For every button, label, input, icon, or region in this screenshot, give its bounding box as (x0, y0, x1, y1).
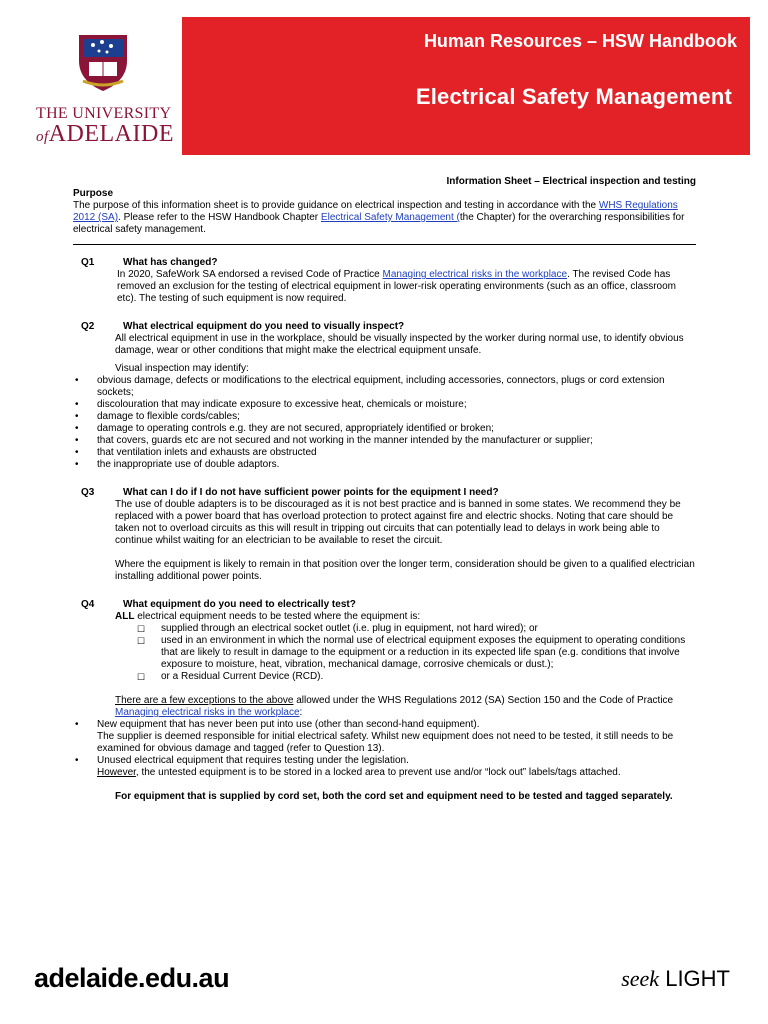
footer-website-url[interactable]: adelaide.edu.au (34, 963, 230, 993)
page-title: Electrical Safety Management (415, 84, 732, 109)
question-4: Q4 What equipment do you need to electrically test? (81, 599, 356, 610)
question-2-intro: Visual inspection may identify: (115, 363, 249, 374)
code-of-practice-link-2[interactable]: Managing electrical risks in the workplace (115, 707, 300, 718)
list-item: ☐ or a Residual Current Device (RCD). (137, 671, 696, 683)
divider (73, 244, 696, 245)
list-item: • damage to operating controls e.g. they are not secured, appropriately identified or broken; (73, 423, 696, 435)
purpose-paragraph: The purpose of this information sheet is to provide guidance on electrical inspection and testing in accordance with the WHS Regulations 2012 (SA). Please refer to the HSW Handbook Chapter Electrical Safety Management (the Chapter) for the overarching responsibilities for electrical safety management. (73, 200, 685, 235)
list-item: ☐ used in an environment in which the normal use of electrical equipment exposes the equipment to operating conditions that are likely to result in damage to the equipment or a reduction in its expected life span (e.g. conditions that involve exposure to moisture, heat, vibration, mechanical damage, corrosive chemicals or dust.); (137, 635, 696, 671)
question-4-intro: ALL electrical equipment needs to be tested where the equipment is: (115, 611, 421, 622)
handbook-subtitle: Human Resources – HSW Handbook (423, 31, 737, 51)
purpose-heading: Purpose (73, 188, 114, 199)
list-item: • that covers, guards etc are not secured and not working in the manner intended by the manufacturer or supplier; (73, 435, 696, 447)
document-body (73, 176, 696, 803)
question-3-paragraph-1: The use of double adapters is to be discouraged as it is not best practice and is banned in some states. We recommend they be replaced with a power board that has overload protection to protect against fire and electric shocks. Noting that care should be taken not to overload circuits as this will result in tripping out circuits that can potentially lead to delays in work being able to continue whilst waiting for an electrician to be available to reset the circuit. (115, 499, 681, 546)
list-item: • Unused electrical equipment that requires testing under the legislation. However, the untested equipment is to be stored in a locked area to prevent use and/or “lock out” labels/tags attached. (73, 755, 696, 779)
university-logo (18, 17, 182, 155)
university-name-line2: ofADELAIDE (36, 121, 174, 147)
list-item: • damage to flexible cords/cables; (73, 411, 696, 423)
question-3: Q3 What can I do if I do not have sufficient power points for the equipment I need? (81, 487, 499, 498)
testing-criteria-list (73, 623, 696, 683)
list-item: ☐ supplied through an electrical socket outlet (i.e. plug in equipment, not hard wired); or (137, 623, 696, 635)
whs-regulations-link[interactable]: WHS Regulations 2012 (SA) (73, 200, 678, 223)
question-2: Q2 What electrical equipment do you need to visually inspect? (81, 321, 405, 332)
exceptions-paragraph: There are a few exceptions to the above allowed under the WHS Regulations 2012 (SA) Section 150 and the Code of Practice Managing electrical risks in the workplace: (115, 695, 674, 718)
question-1-answer: In 2020, SafeWork SA endorsed a revised Code of Practice Managing electrical risks in the workplace. The revised Code has removed an exclusion for the testing of electrical equipment in lower-risk operating environments (such as an office, classroom etc). The testing of such equipment is now required. (117, 269, 676, 304)
question-3-heading: What can I do if I do not have sufficient power points for the equipment I need? (123, 487, 499, 498)
question-1-heading: What has changed? (123, 257, 218, 268)
electrical-safety-chapter-link[interactable]: Electrical Safety Management ( (320, 212, 460, 223)
visual-inspection-list (73, 375, 696, 471)
list-item: • discolouration that may indicate exposure to excessive heat, chemicals or moisture; (73, 399, 696, 411)
question-3-paragraph-2: Where the equipment is likely to remain in that position over the longer term, consideration should be given to a qualified electrician installing additional power points. (115, 559, 695, 582)
exceptions-list (73, 719, 696, 779)
question-2-paragraph: All electrical equipment in use in the workplace, should be visually inspected by the worker during normal use, to identify obvious damage, wear or other conditions that might make the electrical equipment unsafe. (115, 333, 684, 356)
list-item: • that ventilation inlets and exhausts are obstructed (73, 447, 696, 459)
university-crest-icon (75, 31, 131, 93)
sheet-title: Information Sheet – Electrical inspection and testing (446, 176, 696, 187)
list-item: • New equipment that has never been put into use (other than second-hand equipment). The supplier is deemed responsible for initial electrical safety. Whilst new equipment does not need to be tested, it still needs to be examined for obvious damage and tagged (refer to Question 13). (73, 719, 696, 755)
footer-seek-light-logo: seek LIGHT (621, 966, 730, 991)
question-1: Q1 What has changed? (81, 257, 218, 268)
question-2-heading: What electrical equipment do you need to visually inspect? (123, 321, 405, 332)
code-of-practice-link[interactable]: Managing electrical risks in the workplace (382, 269, 568, 280)
university-name-line1: THE UNIVERSITY (36, 105, 172, 122)
page-header (18, 17, 750, 155)
list-item: • the inappropriate use of double adaptors. (73, 459, 696, 471)
list-item: • obvious damage, defects or modifications to the electrical equipment, including accessories, connectors, plugs or cord extension sockets; (73, 375, 696, 399)
question-4-heading: What equipment do you need to electrically test? (123, 599, 356, 610)
cord-set-note: For equipment that is supplied by cord set, both the cord set and equipment need to be tested and tagged separately. (115, 791, 673, 802)
